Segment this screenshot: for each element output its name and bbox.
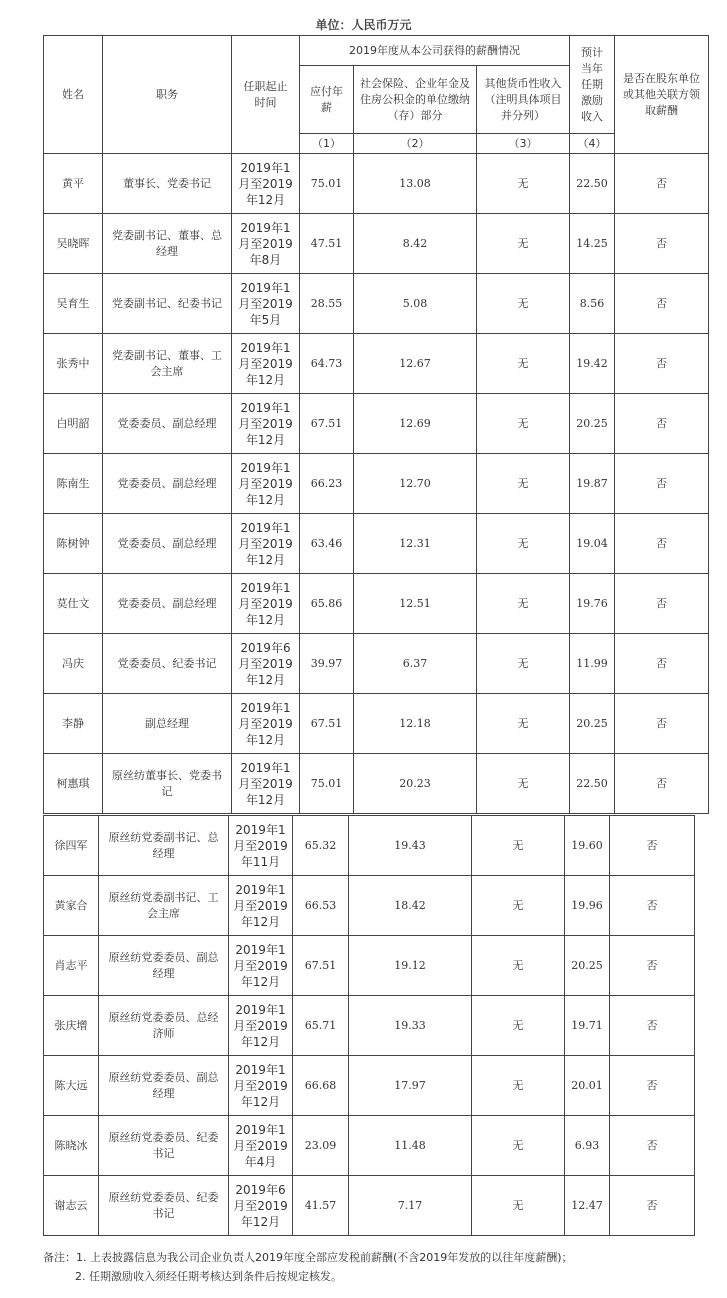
- cell-name: 谢志云: [44, 1176, 99, 1236]
- cell-position: 原丝纺党委委员、纪委书记: [99, 1176, 229, 1236]
- cell-incentive: 19.04: [570, 514, 615, 574]
- cell-term: 2019年1月至2019年12月: [232, 154, 300, 214]
- cell-term: 2019年1月至2019年12月: [232, 394, 300, 454]
- cell-social: 12.31: [354, 514, 477, 574]
- cell-social: 7.17: [349, 1176, 472, 1236]
- table-row: [44, 334, 709, 394]
- cell-position: 原丝纺党委委员、副总经理: [99, 1056, 229, 1116]
- footnote-1: 备注：1. 上表披露信息为我公司企业负责人2019年度全部应发税前薪酬(不含2019年发放的以往年度薪酬)；: [43, 1251, 573, 1264]
- cell-incentive: 19.87: [570, 454, 615, 514]
- cell-term: 2019年1月至2019年12月: [232, 454, 300, 514]
- cell-position: 原丝纺党委委员、副总经理: [99, 936, 229, 996]
- table-row: [44, 694, 709, 754]
- cell-position: 党委委员、纪委书记: [103, 634, 232, 694]
- cell-position: 党委副书记、纪委书记: [103, 274, 232, 334]
- cell-social: 19.33: [349, 996, 472, 1056]
- cell-name: 白明韶: [44, 394, 103, 454]
- cell-other: 无: [477, 514, 570, 574]
- cell-related: 否: [615, 754, 709, 814]
- cell-name: 莫仕文: [44, 574, 103, 634]
- cell-incentive: 22.50: [570, 754, 615, 814]
- salary-table-bottom: [43, 815, 695, 1236]
- table-row: [44, 394, 709, 454]
- cell-name: 张庆增: [44, 996, 99, 1056]
- header-name: 姓名: [44, 36, 103, 154]
- cell-name: 李静: [44, 694, 103, 754]
- cell-term: 2019年1月至2019年8月: [232, 214, 300, 274]
- cell-social: 12.67: [354, 334, 477, 394]
- cell-position: 党委委员、副总经理: [103, 514, 232, 574]
- header-position: 职务: [103, 36, 232, 154]
- cell-other: 无: [477, 394, 570, 454]
- header-social: 社会保险、企业年金及住房公积金的单位缴纳（存）部分: [354, 66, 477, 134]
- cell-incentive: 12.47: [565, 1176, 610, 1236]
- cell-name: 张秀中: [44, 334, 103, 394]
- cell-incentive: 22.50: [570, 154, 615, 214]
- cell-salary: 63.46: [300, 514, 354, 574]
- cell-related: 否: [610, 1176, 695, 1236]
- salary-table-top: [43, 35, 709, 814]
- cell-other: 无: [477, 214, 570, 274]
- cell-position: 原丝纺党委副书记、总经理: [99, 816, 229, 876]
- cell-position: 党委副书记、董事、总经理: [103, 214, 232, 274]
- cell-related: 否: [615, 274, 709, 334]
- cell-other: 无: [477, 754, 570, 814]
- cell-salary: 23.09: [293, 1116, 349, 1176]
- cell-related: 否: [615, 694, 709, 754]
- cell-social: 12.69: [354, 394, 477, 454]
- table-row: [44, 876, 695, 936]
- cell-salary: 65.86: [300, 574, 354, 634]
- cell-other: 无: [477, 154, 570, 214]
- cell-other: 无: [477, 694, 570, 754]
- header-other: 其他货币性收入（注明具体项目并分列）: [477, 66, 570, 134]
- cell-social: 17.97: [349, 1056, 472, 1116]
- cell-incentive: 19.42: [570, 334, 615, 394]
- cell-name: 吴育生: [44, 274, 103, 334]
- header-incentive: 预计当年任期激励收入: [570, 36, 615, 134]
- cell-term: 2019年1月至2019年5月: [232, 274, 300, 334]
- cell-social: 5.08: [354, 274, 477, 334]
- cell-term: 2019年1月至2019年12月: [229, 936, 293, 996]
- cell-social: 11.48: [349, 1116, 472, 1176]
- cell-incentive: 19.96: [565, 876, 610, 936]
- header-n2: （2）: [354, 134, 477, 154]
- cell-salary: 39.97: [300, 634, 354, 694]
- table-row: [44, 816, 695, 876]
- header-n1: （1）: [300, 134, 354, 154]
- cell-salary: 65.71: [293, 996, 349, 1056]
- cell-term: 2019年1月至2019年12月: [232, 754, 300, 814]
- cell-social: 18.42: [349, 876, 472, 936]
- cell-term: 2019年6月至2019年12月: [229, 1176, 293, 1236]
- cell-salary: 66.68: [293, 1056, 349, 1116]
- cell-salary: 28.55: [300, 274, 354, 334]
- table-row: [44, 514, 709, 574]
- cell-related: 否: [615, 214, 709, 274]
- cell-name: 黄家合: [44, 876, 99, 936]
- header-salary: 应付年薪: [300, 66, 354, 134]
- cell-other: 无: [477, 274, 570, 334]
- cell-position: 原丝纺党委委员、纪委书记: [99, 1116, 229, 1176]
- cell-term: 2019年1月至2019年4月: [229, 1116, 293, 1176]
- table-row: [44, 996, 695, 1056]
- header-group: 2019年度从本公司获得的薪酬情况: [300, 36, 570, 66]
- table-row: [44, 754, 709, 814]
- unit-label: 单位：人民币万元: [315, 18, 412, 32]
- cell-term: 2019年1月至2019年12月: [232, 574, 300, 634]
- cell-salary: 75.01: [300, 754, 354, 814]
- table-row: [44, 154, 709, 214]
- cell-social: 12.70: [354, 454, 477, 514]
- cell-social: 12.18: [354, 694, 477, 754]
- cell-incentive: 20.25: [565, 936, 610, 996]
- cell-salary: 67.51: [300, 694, 354, 754]
- cell-social: 20.23: [354, 754, 477, 814]
- cell-incentive: 19.71: [565, 996, 610, 1056]
- table-row: [44, 274, 709, 334]
- cell-related: 否: [610, 816, 695, 876]
- cell-related: 否: [610, 1116, 695, 1176]
- footnote-2: 2. 任期激励收入须经任期考核达到条件后按规定核发。: [75, 1270, 342, 1283]
- cell-social: 19.12: [349, 936, 472, 996]
- cell-other: 无: [472, 876, 565, 936]
- cell-position: 党委委员、副总经理: [103, 574, 232, 634]
- cell-term: 2019年1月至2019年12月: [229, 996, 293, 1056]
- cell-related: 否: [610, 876, 695, 936]
- cell-social: 12.51: [354, 574, 477, 634]
- cell-social: 8.42: [354, 214, 477, 274]
- header-related: 是否在股东单位或其他关联方领取薪酬: [615, 36, 709, 154]
- cell-related: 否: [610, 1056, 695, 1116]
- cell-salary: 75.01: [300, 154, 354, 214]
- cell-incentive: 14.25: [570, 214, 615, 274]
- cell-salary: 66.53: [293, 876, 349, 936]
- table-row: [44, 1116, 695, 1176]
- table-row: [44, 1176, 695, 1236]
- cell-social: 13.08: [354, 154, 477, 214]
- cell-position: 党委副书记、董事、工会主席: [103, 334, 232, 394]
- cell-term: 2019年1月至2019年12月: [229, 876, 293, 936]
- table-row: [44, 454, 709, 514]
- cell-position: 原丝纺党委委员、总经济师: [99, 996, 229, 1056]
- cell-incentive: 19.60: [565, 816, 610, 876]
- cell-related: 否: [615, 334, 709, 394]
- cell-social: 6.37: [354, 634, 477, 694]
- cell-position: 党委委员、副总经理: [103, 394, 232, 454]
- cell-related: 否: [615, 634, 709, 694]
- cell-related: 否: [610, 996, 695, 1056]
- cell-incentive: 6.93: [565, 1116, 610, 1176]
- cell-incentive: 8.56: [570, 274, 615, 334]
- cell-term: 2019年1月至2019年12月: [229, 1056, 293, 1116]
- cell-salary: 41.57: [293, 1176, 349, 1236]
- cell-position: 董事长、党委书记: [103, 154, 232, 214]
- cell-name: 吴晓晖: [44, 214, 103, 274]
- cell-social: 19.43: [349, 816, 472, 876]
- cell-position: 副总经理: [103, 694, 232, 754]
- header-n4: （4）: [570, 134, 615, 154]
- cell-other: 无: [472, 1176, 565, 1236]
- cell-salary: 67.51: [300, 394, 354, 454]
- cell-other: 无: [472, 936, 565, 996]
- cell-salary: 67.51: [293, 936, 349, 996]
- header-n3: （3）: [477, 134, 570, 154]
- cell-salary: 65.32: [293, 816, 349, 876]
- cell-term: 2019年6月至2019年12月: [232, 634, 300, 694]
- cell-term: 2019年1月至2019年12月: [232, 694, 300, 754]
- cell-position: 原丝纺董事长、党委书记: [103, 754, 232, 814]
- cell-salary: 64.73: [300, 334, 354, 394]
- cell-related: 否: [615, 394, 709, 454]
- cell-incentive: 20.25: [570, 394, 615, 454]
- cell-name: 肖志平: [44, 936, 99, 996]
- header-term: 任职起止时间: [232, 36, 300, 154]
- cell-related: 否: [610, 936, 695, 996]
- cell-incentive: 19.76: [570, 574, 615, 634]
- cell-term: 2019年1月至2019年12月: [232, 514, 300, 574]
- cell-related: 否: [615, 574, 709, 634]
- cell-position: 原丝纺党委副书记、工会主席: [99, 876, 229, 936]
- cell-salary: 66.23: [300, 454, 354, 514]
- cell-name: 徐四军: [44, 816, 99, 876]
- cell-incentive: 11.99: [570, 634, 615, 694]
- table-row: [44, 214, 709, 274]
- table-row: [44, 1056, 695, 1116]
- cell-name: 陈南生: [44, 454, 103, 514]
- cell-other: 无: [477, 334, 570, 394]
- cell-related: 否: [615, 514, 709, 574]
- cell-other: 无: [472, 1056, 565, 1116]
- cell-related: 否: [615, 454, 709, 514]
- cell-name: 陈大远: [44, 1056, 99, 1116]
- cell-term: 2019年1月至2019年12月: [232, 334, 300, 394]
- cell-incentive: 20.25: [570, 694, 615, 754]
- cell-other: 无: [472, 816, 565, 876]
- cell-name: 陈树钟: [44, 514, 103, 574]
- cell-related: 否: [615, 154, 709, 214]
- cell-other: 无: [472, 1116, 565, 1176]
- cell-other: 无: [472, 996, 565, 1056]
- cell-name: 黄平: [44, 154, 103, 214]
- cell-salary: 47.51: [300, 214, 354, 274]
- cell-other: 无: [477, 634, 570, 694]
- cell-name: 柯惠琪: [44, 754, 103, 814]
- table-row: [44, 574, 709, 634]
- cell-term: 2019年1月至2019年11月: [229, 816, 293, 876]
- cell-position: 党委委员、副总经理: [103, 454, 232, 514]
- cell-other: 无: [477, 574, 570, 634]
- table-row: [44, 634, 709, 694]
- cell-name: 陈晓冰: [44, 1116, 99, 1176]
- cell-other: 无: [477, 454, 570, 514]
- cell-incentive: 20.01: [565, 1056, 610, 1116]
- cell-name: 冯庆: [44, 634, 103, 694]
- table-row: [44, 936, 695, 996]
